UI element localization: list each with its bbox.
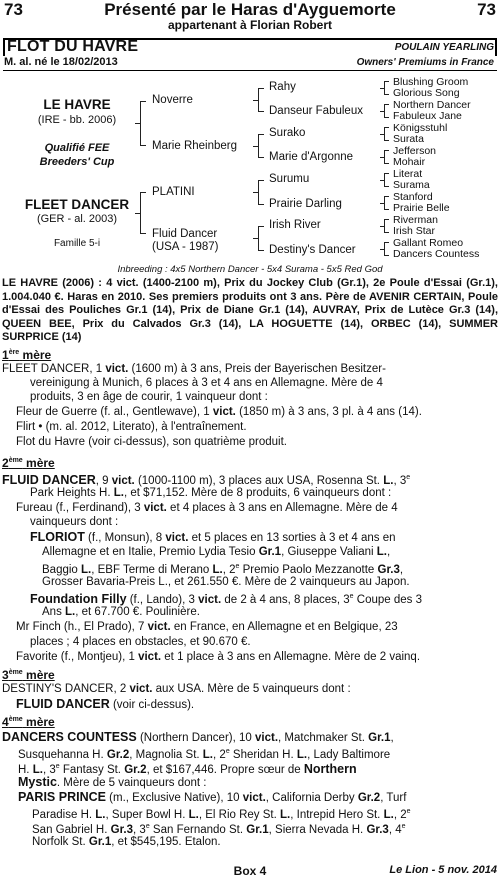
bracket-tick <box>380 249 384 250</box>
produce-line: Paradise H. L., Super Bowl H. L., El Rio Rey St. L., Intrepid Hero St. L., 2e <box>32 808 411 821</box>
bracket <box>384 150 389 164</box>
bracket-tick <box>380 203 384 204</box>
pedigree-gen4: Stanford <box>393 191 433 203</box>
dam4-line: DANCERS COUNTESS (Northern Dancer), 10 vict., Matchmaker St. Gr.1, <box>2 730 394 744</box>
pedigree-gen4: Surata <box>393 133 424 145</box>
dam1-line: FLEET DANCER, 1 vict. (1600 m) à 3 ans, Preis der Bayerischen Besitzer- <box>2 363 386 375</box>
section-heading-dam-2: 2ème mère <box>2 456 55 470</box>
bracket-tick <box>380 134 384 135</box>
pedigree-gen2-marie-rheinberg: Marie Rheinberg <box>152 140 238 152</box>
lot-number-right: 73 <box>477 0 496 19</box>
pedigree-gen4: Gallant Romeo <box>393 237 464 249</box>
header-divider <box>3 70 497 71</box>
page-subtitle: appartenant à Florian Robert <box>167 18 333 32</box>
pedigree-gen4: Surama <box>393 179 430 191</box>
bracket <box>384 127 389 141</box>
dam4-line: H. L., 3e Fantasy St. Gr.2, et $167,446. Propre sœur de Northern <box>18 761 357 776</box>
dam3-line: DESTINY'S DANCER, 2 vict. aux USA. Mère de 5 vainqueurs dont : <box>2 683 351 695</box>
produce-line: vainqueurs dont : <box>30 516 119 528</box>
pedigree-gen2-fluid-dancer: Fluid Dancer <box>152 228 218 240</box>
bracket <box>384 104 389 118</box>
section-heading-dam-3: 3ème mère <box>2 668 55 682</box>
pedigree-gen3: Surako <box>269 127 306 139</box>
horse-name: FLOT DU HAVRE <box>7 38 139 55</box>
bracket-dam <box>140 192 146 234</box>
produce-line: Favorite (f., Montjeu), 1 vict. et 1 place à 3 ans en Allemagne. Mère de 2 vainq. <box>16 651 421 663</box>
produce-line: Flot du Havre (voir ci-dessus), son quatrième produit. <box>16 436 287 448</box>
pedigree-gen4: Königsstuhl <box>393 122 448 134</box>
horse-birth: M. al. né le 18/02/2013 <box>4 56 118 68</box>
section-heading-dam-1: 1ère mère <box>2 348 52 362</box>
dam1-line: vereinigung à Munich, 6 places à 3 et 4 ans en Allemagne. Mère de 4 <box>30 377 383 389</box>
sire-qualification-2: Breeders' Cup <box>39 156 115 168</box>
dam-info: (GER - al. 2003) <box>36 213 118 225</box>
dam4-line: Mystic. Mère de 5 vainqueurs dont : <box>18 775 207 789</box>
produce-line: Mr Finch (h., El Prado), 7 vict. en France, en Allemagne et en Belgique, 23 <box>16 621 398 633</box>
pedigree-gen4: Literat <box>393 168 423 180</box>
footer-place-date: Le Lion - 5 nov. 2014 <box>389 864 497 876</box>
bracket <box>258 226 264 251</box>
pedigree-gen3: Irish River <box>269 219 321 231</box>
bracket <box>258 134 264 158</box>
sire-name: LE HAVRE <box>43 97 111 112</box>
bracket-tick <box>253 192 258 193</box>
pedigree-gen4: Dancers Countess <box>393 248 480 260</box>
produce-line: PARIS PRINCE (m., Exclusive Native), 10 vict., California Derby Gr.2, Turf <box>18 790 407 804</box>
dam-family: Famille 5-i <box>53 238 101 249</box>
horse-sex: POULAIN YEARLING <box>394 42 494 53</box>
section-heading-dam-4: 4ème mère <box>2 715 55 729</box>
dam-name: FLEET DANCER <box>24 197 130 212</box>
pedigree-gen2-fluid-dancer-info: (USA - 1987) <box>152 241 219 253</box>
pedigree-gen4: Glorious Song <box>393 87 460 99</box>
dam1-line: produits, 3 en âge de courir, 1 vainqueur dont : <box>30 391 268 403</box>
bracket-tick <box>253 100 258 101</box>
bracket-tick <box>380 180 384 181</box>
bracket <box>384 81 389 95</box>
produce-line: Norfolk St. Gr.1, et $545,195. Etalon. <box>32 836 221 848</box>
pedigree-gen2-platini: PLATINI <box>152 186 195 198</box>
bracket-tick <box>380 88 384 89</box>
produce-line: Flirt • (m. al. 2012, Literato), à l'entraînement. <box>16 421 247 433</box>
pedigree-gen4: Northern Dancer <box>393 99 471 111</box>
bracket-tick <box>253 146 258 147</box>
owners-premiums: Owners' Premiums in France <box>356 57 494 68</box>
dam2-line: Park Heights H. L., et $71,152. Mère de 8 produits, 6 vainqueurs dont : <box>30 487 392 499</box>
produce-line: Baggio L., EBF Terme di Merano L., 2e Premio Paolo Mezzanotte Gr.3, <box>42 563 404 576</box>
bracket <box>258 88 264 112</box>
pedigree-gen4: Jefferson <box>393 145 436 157</box>
produce-line: Ans L., et 67.700 €. Poulinière. <box>42 606 200 618</box>
bracket-tick <box>253 238 258 239</box>
bracket-tick <box>135 213 140 214</box>
pedigree-gen4: Prairie Belle <box>393 202 450 214</box>
pedigree-gen3: Danseur Fabuleux <box>269 105 363 117</box>
produce-line: places ; 4 places en obstacles, et 90.670 €. <box>30 636 251 648</box>
pedigree-gen3: Marie d'Argonne <box>269 151 354 163</box>
produce-line: FLORIOT (f., Monsun), 8 vict. et 5 places en 13 sorties à 3 et 4 ans en <box>30 530 396 544</box>
pedigree-gen4: Blushing Groom <box>393 76 469 88</box>
footer-box: Box 4 <box>233 864 267 878</box>
produce-line: Allemagne et en Italie, Premio Lydia Tesio Gr.1, Giuseppe Valiani L., <box>42 546 391 558</box>
inbreeding-note: Inbreeding : 4x5 Northern Dancer - 5x4 Surama - 5x5 Red God <box>117 264 383 275</box>
pedigree-gen3: Surumu <box>269 173 310 185</box>
bracket <box>384 242 389 256</box>
sire-info: (IRE - bb. 2006) <box>37 114 117 126</box>
bracket-tick <box>135 123 140 124</box>
pedigree-gen4: Riverman <box>393 214 438 226</box>
bracket-sire <box>140 101 146 146</box>
sire-record: LE HAVRE (2006) : 4 vict. (1400-2100 m), Prix du Jockey Club (Gr.1), 2e Poule d'Essai (Gr.1), 1.004.040 €. Haras en 2010. Ses premiers produits ont 3 ans. Père de AVENIR CERTAIN, Poule d'Essai des Pouliches Gr.1 (14), Prix de Diane Gr.1 (14), AUVRAY, Prix de Lutèce Gr.3 (14), QUEEN BEE, Prix du Calvados Gr.3 (14), LA HOGUETTE (14), ORBEC (14), SUMMER SURPRICE (14) <box>2 277 498 344</box>
pedigree-gen4: Mohair <box>393 156 426 168</box>
pedigree-gen4: Irish Star <box>393 225 436 237</box>
bracket-tick <box>380 226 384 227</box>
pedigree-gen3: Destiny's Dancer <box>269 244 356 256</box>
bracket <box>384 173 389 187</box>
produce-line: Grosser Bavaria-Preis L., et 261.550 €. Mère de 2 vainqueurs au Japon. <box>42 576 410 588</box>
pedigree-gen2-noverre: Noverre <box>152 94 193 106</box>
pedigree-gen4: Fabuleux Jane <box>393 110 462 122</box>
bracket <box>384 196 389 210</box>
produce-line: Fureau (f., Ferdinand), 3 vict. et 4 places à 3 ans en Allemagne. Mère de 4 <box>16 502 398 514</box>
produce-line: Fleur de Guerre (f. al., Gentlewave), 1 vict. (1850 m) à 3 ans, 3 pl. à 4 ans (14). <box>16 406 422 418</box>
bracket <box>384 219 389 233</box>
pedigree-gen3: Prairie Darling <box>269 198 342 210</box>
produce-line: Foundation Filly (f., Lando), 3 vict. de 2 à 4 ans, 8 places, 3e Coupe des 3 <box>30 591 422 606</box>
sire-qualification-1: Qualifié FEE <box>44 142 110 154</box>
produce-line: FLUID DANCER (voir ci-dessus). <box>16 697 195 711</box>
lot-number-left: 73 <box>4 0 23 19</box>
dam4-line: Susquehanna H. Gr.2, Magnolia St. L., 2e Sheridan H. L., Lady Baltimore <box>18 748 391 761</box>
produce-line: San Gabriel H. Gr.3, 3e San Fernando St. Gr.1, Sierra Nevada H. Gr.3, 4e <box>32 823 406 836</box>
bracket-tick <box>380 157 384 158</box>
bracket-tick <box>380 111 384 112</box>
bracket <box>258 180 264 205</box>
pedigree-gen3: Rahy <box>269 81 296 93</box>
page-title: Présenté par le Haras d'Ayguemorte <box>104 0 396 19</box>
dam2-line: FLUID DANCER, 9 vict. (1000-1100 m), 3 places aux USA, Rosenna St. L., 3e <box>2 472 411 487</box>
